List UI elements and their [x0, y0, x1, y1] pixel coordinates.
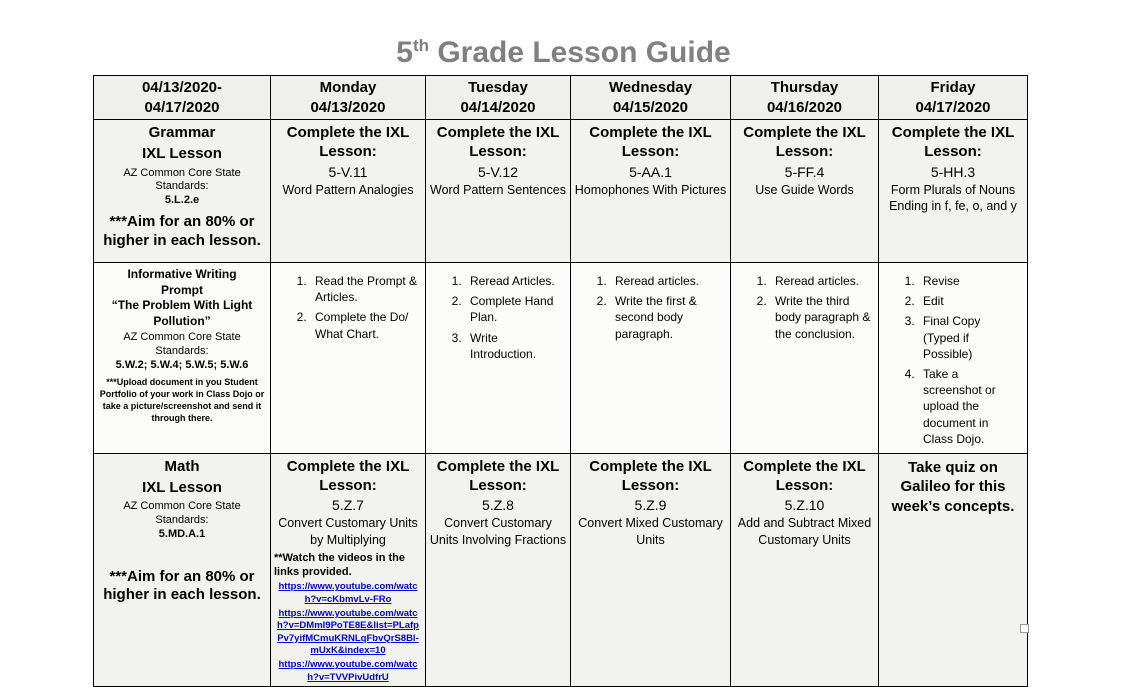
grammar-monday-cell	[271, 120, 426, 263]
task-list	[734, 273, 875, 342]
ixl-description: Word Pattern Analogies	[282, 182, 414, 197]
math-monday-cell	[271, 453, 426, 686]
ixl-heading: Complete the IXL Lesson:	[743, 124, 866, 160]
title-prefix: 5	[396, 36, 413, 70]
writing-tuesday-cell	[426, 263, 571, 454]
week-range-line2: 04/17/2020	[144, 98, 220, 116]
day-header-wednesday	[571, 76, 731, 120]
title-superscript: th	[412, 36, 429, 56]
ixl-heading: Complete the IXL Lesson:	[436, 124, 560, 160]
title-rest: Grade Lesson Guide	[428, 36, 731, 70]
ixl-heading: Complete the IXL Lesson:	[891, 124, 1015, 160]
task-item: 2. Write the first & second body paragraph.	[610, 293, 723, 342]
ixl-description: Homophones With Pictures	[574, 182, 727, 197]
youtube-link-1[interactable]: https://www.youtube.com/watch?v=cKbmvLv-FRo	[278, 581, 418, 605]
grammar-thursday-cell	[731, 120, 879, 263]
task-list	[429, 273, 567, 362]
task-item: 1. Reread articles.	[610, 273, 723, 289]
ixl-code: 5-HH.3	[930, 163, 976, 180]
grammar-row	[94, 120, 1028, 263]
writing-row	[94, 263, 1028, 454]
math-label-cell	[94, 453, 271, 686]
math-wednesday-cell	[571, 453, 731, 686]
writing-prompt-quote: “The Problem With Light Pollution”	[111, 298, 253, 328]
ixl-description: Word Pattern Sentences	[430, 182, 566, 197]
week-range-line1: 04/13/2020-	[141, 79, 223, 96]
ixl-description: Form Plurals of Nouns Ending in f, fe, o, and y	[889, 182, 1017, 213]
ixl-code: 5-V.11	[328, 163, 368, 180]
task-item: 1. Read the Prompt & Articles.	[310, 273, 418, 305]
task-item: 3. Write Introduction.	[465, 330, 563, 362]
grammar-wednesday-cell	[571, 120, 731, 263]
standards-code: 5.W.2; 5.W.4; 5.W.5; 5.W.6	[115, 358, 249, 371]
subject-subtitle: IXL Lesson	[142, 144, 222, 162]
ixl-code: 5-FF.4	[784, 163, 825, 180]
day-name: Thursday	[770, 79, 839, 96]
day-date: 04/14/2020	[460, 98, 536, 116]
writing-monday-cell	[271, 263, 426, 454]
writing-thursday-cell	[731, 263, 879, 454]
day-name: Friday	[930, 79, 976, 96]
day-date: 04/16/2020	[766, 98, 843, 116]
week-range-header	[94, 76, 271, 120]
galileo-quiz-note: Take quiz on Galileo for this week’s concepts.	[891, 458, 1015, 515]
day-header-thursday	[731, 76, 879, 120]
standards-label: AZ Common Core State Standards:	[123, 500, 241, 527]
task-item: 2. Complete Hand Plan.	[465, 293, 563, 325]
standards-label: AZ Common Core State Standards:	[123, 331, 241, 358]
task-item: 2. Write the third body paragraph & the conclusion.	[770, 293, 871, 342]
aim-note: ***Aim for an 80% or higher in each lesson.	[103, 567, 261, 604]
page-title	[0, 36, 1127, 70]
math-tuesday-cell	[426, 453, 571, 686]
ixl-description: Use Guide Words	[755, 182, 854, 197]
day-name: Monday	[319, 79, 377, 96]
task-list	[274, 273, 422, 342]
subject-subtitle: IXL Lesson	[142, 478, 222, 496]
ixl-code: 5.Z.7	[332, 497, 364, 514]
aim-note: ***Aim for an 80% or higher in each lesson.	[103, 212, 261, 249]
math-row	[94, 453, 1028, 686]
day-name: Tuesday	[468, 79, 528, 96]
youtube-link-3[interactable]: https://www.youtube.com/watch?v=TVVPivUdfrU	[278, 659, 418, 683]
lesson-guide-table	[93, 75, 1028, 687]
watch-videos-note: **Watch the videos in the links provided.	[274, 551, 406, 578]
ixl-heading: Complete the IXL Lesson:	[589, 124, 712, 160]
task-item: 1. Revise	[918, 273, 1020, 289]
task-item: 3. Final Copy (Typed if Possible)	[918, 313, 1020, 362]
task-list	[882, 273, 1024, 447]
ixl-code: 5.Z.10	[784, 497, 825, 514]
math-friday-cell	[879, 453, 1028, 686]
writing-label-cell	[94, 263, 271, 454]
ixl-description: Add and Subtract Mixed Customary Units	[737, 516, 872, 547]
upload-note: ***Upload document in you Student Portfolio of your work in Class Dojo or take a picture/screenshot and send it through there.	[99, 376, 265, 424]
standards-code: 5.MD.A.1	[158, 527, 206, 540]
day-date: 04/13/2020	[310, 98, 386, 116]
ixl-description: Convert Customary Units by Multiplying	[278, 516, 418, 547]
day-header-friday	[879, 76, 1028, 120]
task-item: 1. Reread articles.	[770, 273, 871, 289]
ixl-heading: Complete the IXL Lesson:	[743, 457, 866, 494]
grammar-label-cell	[94, 120, 271, 263]
day-date: 04/15/2020	[612, 98, 689, 116]
ixl-code: 5.Z.9	[634, 497, 667, 514]
day-header-monday	[271, 76, 426, 120]
grammar-friday-cell	[879, 120, 1028, 263]
standards-label: AZ Common Core State Standards:	[123, 166, 241, 193]
ixl-code: 5.Z.8	[482, 497, 514, 514]
resize-handle[interactable]	[1020, 624, 1029, 633]
math-thursday-cell	[731, 453, 879, 686]
ixl-heading: Complete the IXL Lesson:	[286, 457, 410, 494]
ixl-description: Convert Customary Units Involving Fractions	[429, 516, 567, 547]
task-list	[574, 273, 727, 342]
writing-wednesday-cell	[571, 263, 731, 454]
ixl-code: 5-AA.1	[629, 163, 672, 180]
task-item: 4. Take a screenshot or upload the document in Class Dojo.	[918, 366, 1020, 447]
ixl-heading: Complete the IXL Lesson:	[589, 457, 712, 494]
task-item: 2. Complete the Do/ What Chart.	[310, 309, 418, 341]
day-header-tuesday	[426, 76, 571, 120]
youtube-link-2[interactable]: https://www.youtube.com/watch?v=DMmI9PoTE8E&list=PLafpPv7yifMCmuKRNLqFbvQrS8Bl-mUxK&index=10	[276, 608, 419, 657]
ixl-heading: Complete the IXL Lesson:	[436, 457, 560, 494]
grammar-tuesday-cell	[426, 120, 571, 263]
ixl-code: 5-V.12	[478, 163, 518, 180]
subject-title: Math	[164, 457, 200, 475]
subject-title: Grammar	[148, 124, 216, 141]
writing-friday-cell	[879, 263, 1028, 454]
ixl-heading: Complete the IXL Lesson:	[286, 124, 410, 160]
header-row	[94, 76, 1028, 120]
task-item: 1. Reread Articles.	[465, 273, 563, 289]
task-item: 2. Edit	[918, 293, 1020, 309]
writing-prompt-title: Informative Writing Prompt	[127, 267, 237, 297]
day-date: 04/17/2020	[915, 98, 991, 116]
ixl-description: Convert Mixed Customary Units	[578, 516, 723, 547]
day-name: Wednesday	[608, 79, 693, 96]
standards-code: 5.L.2.e	[164, 194, 200, 206]
